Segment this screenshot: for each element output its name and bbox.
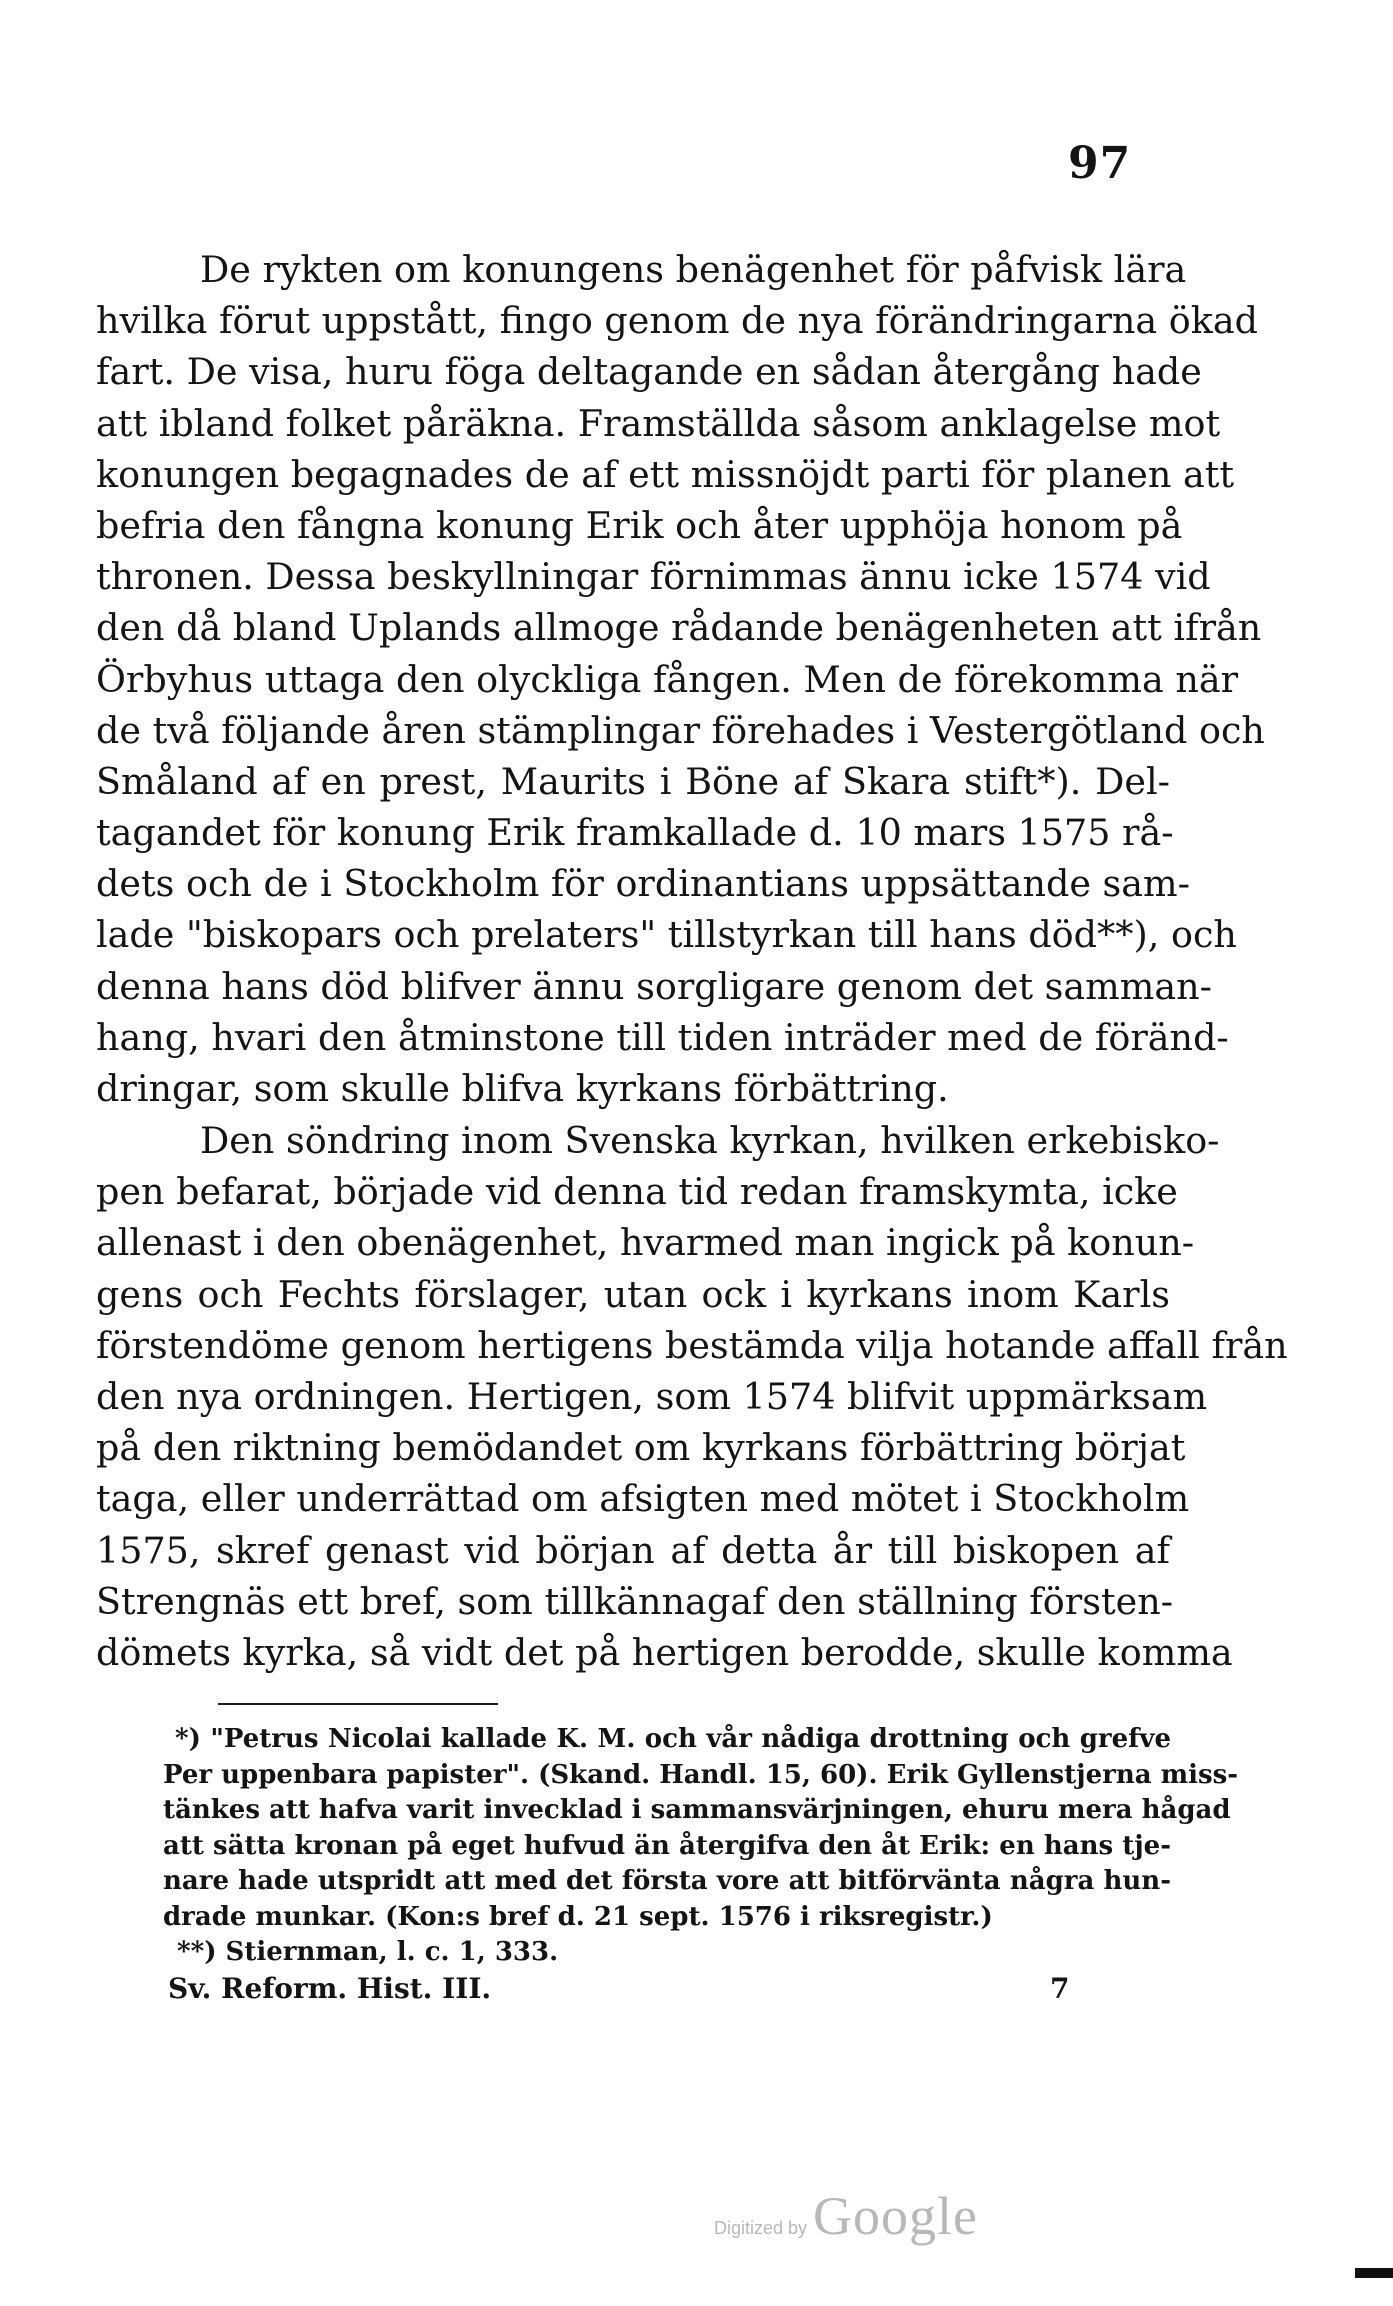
digitized-watermark: [714, 2185, 978, 2247]
sheet-number: 7: [1050, 1972, 1070, 2005]
text-line: den då bland Uplands allmoge rådande benägenheten att ifrån: [96, 606, 1262, 650]
footnote-line: att sätta kronan på eget hufvud än återgifva den åt Erik: en hans tje-: [163, 1830, 1171, 1861]
text-line: dömets kyrka, så vidt det på hertigen berodde, skulle komma: [96, 1630, 1233, 1674]
text-line: lade "biskopars och prelaters" tillstyrkan till hans död**), och: [96, 913, 1237, 957]
text-line: att ibland folket påräkna. Framställda såsom anklagelse mot: [96, 401, 1221, 445]
edge-mark: [1355, 2268, 1393, 2278]
watermark-prefix: Digitized by: [714, 2218, 808, 2238]
text-line: dringar, som skulle blifva kyrkans förbättring.: [96, 1067, 949, 1110]
text-line: den nya ordningen. Hertigen, som 1574 blifvit uppmärksam: [96, 1374, 1208, 1418]
footnote-line: *) "Petrus Nicolai kallade K. M. och vår nådiga drottning och grefve: [175, 1724, 1171, 1754]
text-line: pen befarat, började vid denna tid redan framskymta, icke: [96, 1170, 1178, 1214]
text-line: Småland af en prest, Maurits i Böne af Skara stift*). Del-: [96, 759, 1170, 803]
text-line: dets och de i Stockholm för ordinantians uppsättande sam-: [96, 862, 1190, 906]
text-line: thronen. Dessa beskyllningar förnimmas ännu icke 1574 vid: [96, 555, 1211, 599]
signature-mark: Sv. Reform. Hist. III.: [168, 1972, 492, 2005]
text-line: taga, eller underrättad om afsigten med mötet i Stockholm: [96, 1477, 1190, 1521]
text-line: Örbyhus uttaga den olyckliga fången. Men de förekomma när: [96, 657, 1239, 701]
paragraph-2: [96, 1115, 1288, 1678]
text-line: hang, hvari den åtminstone till tiden inträder med de föränd-: [96, 1015, 1229, 1059]
text-line: Den söndring inom Svenska kyrkan, hvilken erkebisko-: [200, 1119, 1220, 1162]
text-line: förstendöme genom hertigens bestämda vilja hotande affall från: [96, 1323, 1288, 1367]
text-line: hvilka förut uppstått, fingo genom de nya förändringarna ökad: [96, 299, 1258, 343]
page-number: 97: [1068, 138, 1132, 189]
text-line: fart. De visa, huru föga deltagande en sådan återgång hade: [96, 350, 1202, 394]
text-line: Strengnäs ett bref, som tillkännagaf den ställning försten-: [96, 1579, 1174, 1623]
text-line: denna hans död blifver ännu sorgligare genom det samman-: [96, 964, 1212, 1008]
footnotes: [163, 1722, 1239, 1971]
text-line: 1575, skref genast vid början af detta år till biskopen af: [96, 1528, 1170, 1572]
text-line: konungen begagnades de af ett missnöjdt parti för planen att: [96, 452, 1235, 496]
footnote-divider: [218, 1703, 498, 1705]
text-line: gens och Fechts förslager, utan ock i kyrkans inom Karls: [96, 1272, 1170, 1316]
text-line: de två följande åren stämplingar förehades i Vestergötland och: [96, 708, 1265, 752]
paragraph-1: [96, 244, 1265, 1114]
footnote-line: Per uppenbara papister". (Skand. Handl. 15, 60). Erik Gyllenstjerna miss-: [163, 1759, 1239, 1790]
footnote-line: nare hade utspridt att med det första vore att bitförvänta några hun-: [163, 1866, 1171, 1896]
text-line: De rykten om konungens benägenhet för påfvisk lära: [200, 248, 1187, 291]
text-line: allenast i den obenägenhet, hvarmed man ingick på konun-: [96, 1221, 1195, 1265]
footnote-line: tänkes att hafva varit invecklad i sammansvärjningen, ehuru mera hågad: [163, 1795, 1231, 1825]
text-line: på den riktning bemödandet om kyrkans förbättring börjat: [96, 1426, 1186, 1470]
text-line: befria den fångna konung Erik och åter upphöja honom på: [96, 503, 1183, 547]
footnote-line: drade munkar. (Kon:s bref d. 21 sept. 1576 i riksregistr.): [163, 1901, 993, 1932]
footnote-line: **) Stiernman, l. c. 1, 333.: [177, 1937, 559, 1967]
google-logo: Google: [813, 2186, 979, 2246]
text-line: tagandet för konung Erik framkallade d. 10 mars 1575 rå-: [96, 811, 1174, 855]
